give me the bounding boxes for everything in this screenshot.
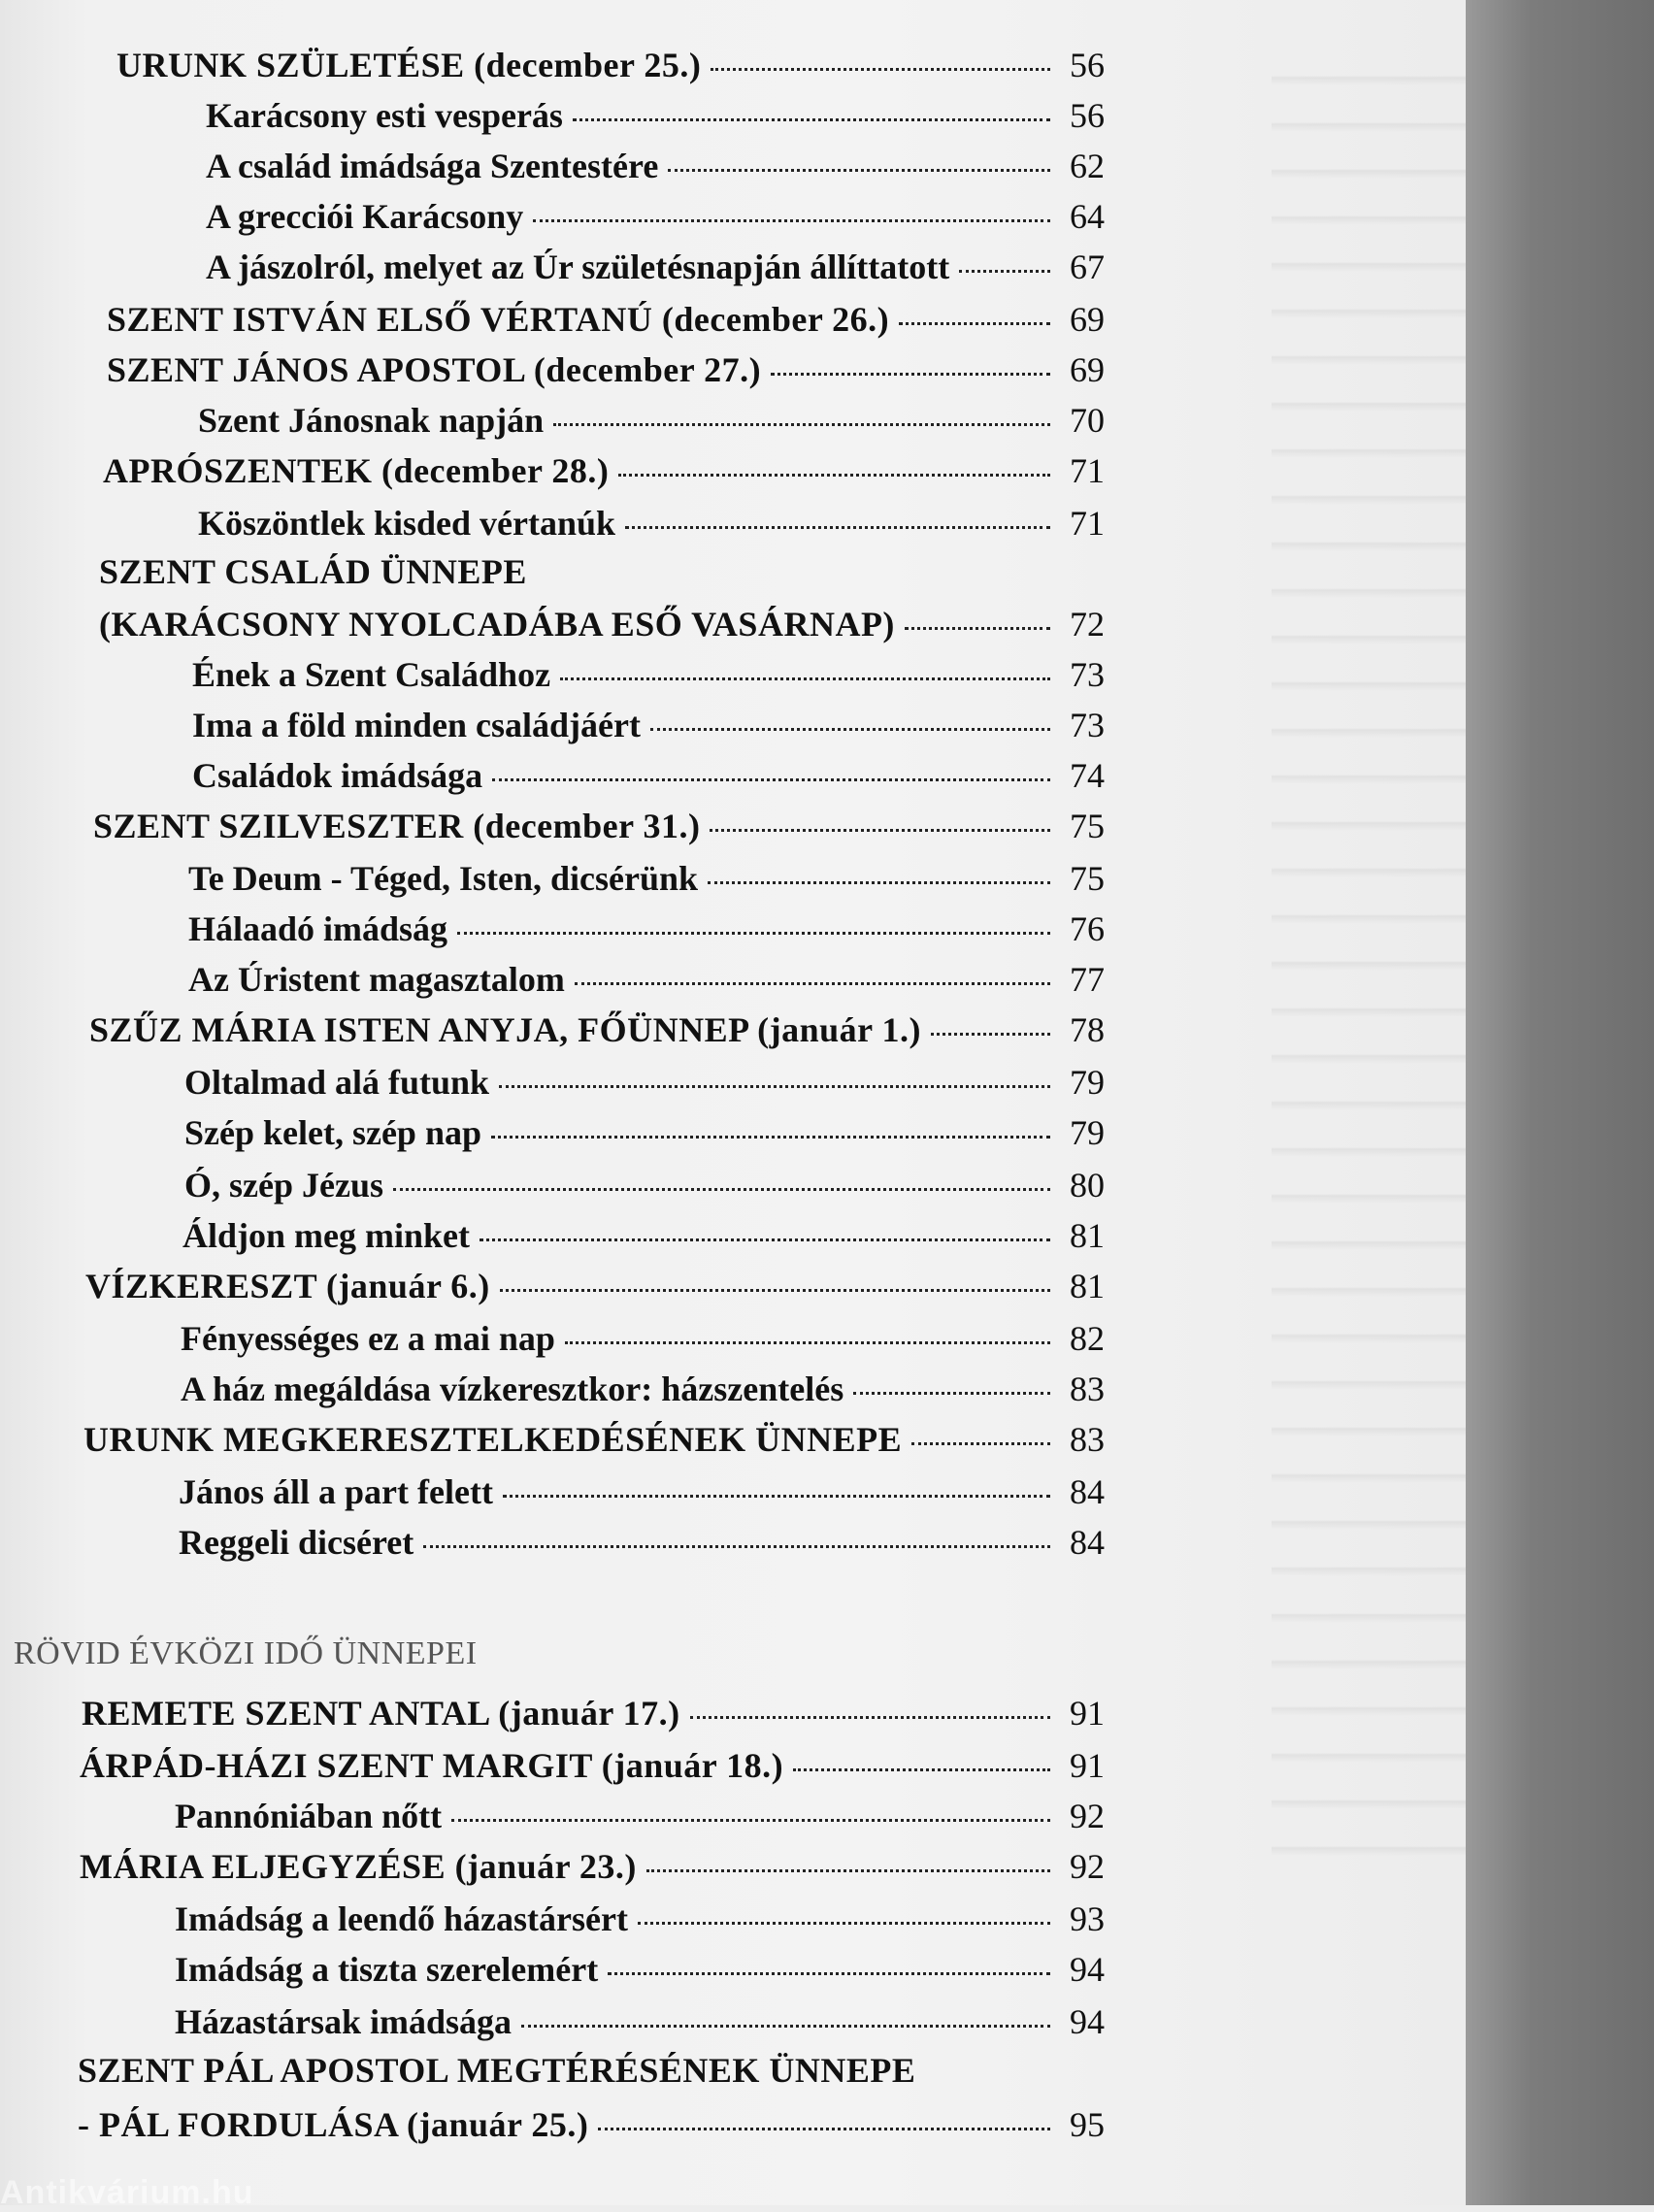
page-number: 83 [1070,1420,1105,1459]
toc-entry-heading: URUNK SZÜLETÉSE (december 25.) [116,46,702,84]
toc-entry-subtitle: Szép kelet, szép nap [184,1113,481,1152]
toc-entry-subtitle: A jászolról, melyet az Úr születésnapján állíttatott [206,248,950,286]
page-number: 92 [1070,1797,1105,1835]
leader-dots [853,1390,1050,1395]
page-number: 75 [1070,859,1105,898]
leader-dots [646,1867,1050,1872]
toc-entry-subtitle: Ima a föld minden családjáért [192,706,641,744]
leader-dots [521,2023,1050,2028]
leader-dots [423,1543,1050,1548]
leader-dots [533,217,1050,222]
leader-dots [711,66,1050,71]
leader-dots [668,167,1050,172]
toc-entry [85,1262,1105,1310]
leader-dots [553,421,1050,426]
toc-entry-subtitle: Ó, szép Jézus [184,1166,383,1205]
toc-entry [192,751,1105,800]
leader-dots [931,1031,1050,1036]
leader-dots [771,371,1050,376]
toc-entry [103,446,1105,495]
toc-entry-heading: SZENT CSALÁD ÜNNEPE [99,552,527,591]
leader-dots [575,980,1050,985]
toc-entry [206,142,1105,190]
page-number: 80 [1070,1166,1105,1205]
page-number: 70 [1070,401,1105,440]
toc-entry-subtitle: Házastársak imádsága [175,2002,513,2041]
toc-entry [182,1211,1105,1260]
toc-entry-heading: SZENT ISTVÁN ELSŐ VÉRTANÚ (december 26.) [107,300,890,339]
toc-entry-heading: SZENT JÁNOS APOSTOL (december 27.) [107,350,762,389]
toc-entry-subtitle: A ház megáldása vízkeresztkor: házszentelés [181,1370,844,1408]
page-number: 71 [1070,451,1105,490]
leader-dots [710,827,1050,832]
toc-entry [192,650,1105,699]
toc-entry-subtitle: Szent Jánosnak napján [198,401,545,440]
toc-entry-subtitle: Oltalmad alá futunk [184,1063,490,1102]
leader-dots [573,116,1050,121]
leader-dots [491,1134,1050,1139]
leader-dots [625,524,1050,529]
page-number: 92 [1070,1847,1105,1886]
page-number: 83 [1070,1370,1105,1408]
toc-entry [175,1792,1105,1840]
page-number: 73 [1070,655,1105,694]
toc-entry-subtitle: Áldjon meg minket [182,1216,470,1255]
toc-entry-subtitle: Reggeli dicséret [179,1523,414,1562]
toc-entry [206,192,1105,241]
leader-dots [905,625,1050,630]
toc-entry-heading: REMETE SZENT ANTAL (január 17.) [82,1694,680,1733]
toc-entry [198,396,1105,445]
toc-entry-heading: SZENT PÁL APOSTOL MEGTÉRÉSÉNEK ÜNNEPE [78,2051,916,2090]
leader-dots [451,1817,1050,1822]
leader-dots [608,1970,1050,1975]
toc-entry [99,600,1105,648]
page-number: 77 [1070,960,1105,999]
leader-dots [457,930,1050,935]
toc-entry-heading: URUNK MEGKERESZTELKEDÉSÉNEK ÜNNEPE [83,1420,903,1459]
page-number: 84 [1070,1472,1105,1511]
toc-entry-subtitle: Köszöntlek kisded vértanúk [198,504,616,543]
toc-entry-subtitle: Hálaadó imádság [188,909,448,948]
toc-entry-subtitle: A család imádsága Szentestére [206,147,659,185]
page-number: 69 [1070,350,1105,389]
page-number: 82 [1070,1319,1105,1358]
page-number: 81 [1070,1216,1105,1255]
leader-dots [911,1440,1050,1445]
leader-dots [650,726,1050,731]
toc-entry [175,1895,1105,1943]
leader-dots [492,776,1050,781]
toc-entry [80,1842,1105,1891]
leader-dots [618,472,1050,477]
toc-entry [198,499,1105,547]
leader-dots [899,320,1050,325]
toc-entry-subtitle: János áll a part felett [179,1472,493,1511]
leader-dots [793,1766,1050,1771]
toc-entry [179,1518,1105,1567]
page-number: 79 [1070,1063,1105,1102]
toc-entry [184,1108,1105,1157]
page-number: 56 [1070,96,1105,135]
toc-entry-heading: VÍZKERESZT (január 6.) [85,1267,490,1305]
bleed-through-shadow [1272,39,1466,1883]
section-heading: RÖVID ÉVKÖZI IDŐ ÜNNEPEI [14,1635,478,1671]
book-spine-edge [1466,0,1654,2205]
leader-dots [560,676,1050,680]
page-number: 76 [1070,909,1105,948]
toc-entry-subtitle: Az Úristent magasztalom [188,960,565,999]
toc-entry-subtitle: Fényességes ez a mai nap [181,1319,555,1358]
page-number: 94 [1070,1950,1105,1989]
page-number: 91 [1070,1746,1105,1785]
toc-entry [78,2100,1105,2149]
page-number: 69 [1070,300,1105,339]
page-number: 62 [1070,147,1105,185]
toc-entry [175,1945,1105,1994]
toc-entry [184,1058,1105,1106]
toc-entry [82,1689,1105,1737]
toc-entry-heading: MÁRIA ELJEGYZÉSE (január 23.) [80,1847,637,1886]
watermark: Antikvárium.hu [0,2174,254,2211]
toc-entry [206,91,1105,140]
toc-entry-heading: SZŰZ MÁRIA ISTEN ANYJA, FŐÜNNEP (január 1.) [89,1010,921,1049]
page-number: 78 [1070,1010,1105,1049]
page-number: 93 [1070,1899,1105,1938]
leader-dots [565,1339,1050,1344]
page-number: 74 [1070,756,1105,795]
toc-entry [175,1997,1105,2046]
leader-dots [690,1714,1050,1719]
leader-dots [708,879,1050,884]
page-number: 75 [1070,807,1105,845]
toc-entry [78,2046,915,2095]
leader-dots [598,2126,1050,2130]
page-number: 71 [1070,504,1105,543]
toc-entry-heading: (KARÁCSONY NYOLCADÁBA ESŐ VASÁRNAP) [99,605,895,644]
leader-dots [480,1237,1050,1241]
toc-entry-subtitle: Imádság a tiszta szerelemért [175,1950,599,1989]
toc-entry [80,1741,1105,1790]
toc-entry [192,701,1105,749]
toc-entry [89,1006,1105,1054]
leader-dots [503,1493,1050,1498]
toc-entry [181,1365,1105,1413]
page-number: 91 [1070,1694,1105,1733]
toc-entry-subtitle: Családok imádsága [192,756,483,795]
page-number: 84 [1070,1523,1105,1562]
toc-entry-heading: - PÁL FORDULÁSA (január 25.) [78,2105,589,2144]
toc-entry [188,854,1105,903]
leader-dots [638,1920,1050,1925]
page-number: 73 [1070,706,1105,744]
toc-entry [107,346,1105,394]
page-number: 95 [1070,2105,1105,2144]
toc-entry [188,955,1105,1004]
page-number: 72 [1070,605,1105,644]
toc-entry-subtitle: Pannóniában nőtt [175,1797,443,1835]
toc-entry-subtitle: A grecciói Karácsony [206,197,524,236]
toc-entry [206,243,1105,291]
toc-entry [107,295,1105,344]
page-number: 94 [1070,2002,1105,2041]
page-number: 81 [1070,1267,1105,1305]
toc-entry [83,1415,1105,1464]
leader-dots [393,1186,1050,1191]
toc-entry-subtitle: Imádság a leendő házastársért [175,1899,628,1938]
toc-entry [188,905,1105,953]
toc-entry-heading: SZENT SZILVESZTER (december 31.) [93,807,701,845]
page-number: 56 [1070,46,1105,84]
toc-entry [184,1161,1105,1209]
toc-entry-subtitle: Karácsony esti vesperás [206,96,563,135]
toc-entry-subtitle: Ének a Szent Családhoz [192,655,551,694]
toc-entry-heading: APRÓSZENTEK (december 28.) [103,451,610,490]
page-number: 67 [1070,248,1105,286]
leader-dots [499,1083,1050,1088]
toc-entry [99,547,527,596]
leader-dots [500,1287,1050,1292]
toc-entry [93,802,1105,850]
leader-dots [959,268,1050,273]
page-number: 79 [1070,1113,1105,1152]
toc-entry [181,1314,1105,1363]
toc-entry-subtitle: Te Deum - Téged, Isten, dicsérünk [188,859,699,898]
toc-entry-heading: ÁRPÁD-HÁZI SZENT MARGIT (január 18.) [80,1746,784,1785]
toc-entry [116,41,1105,89]
page-number: 64 [1070,197,1105,236]
toc-entry [179,1468,1105,1516]
